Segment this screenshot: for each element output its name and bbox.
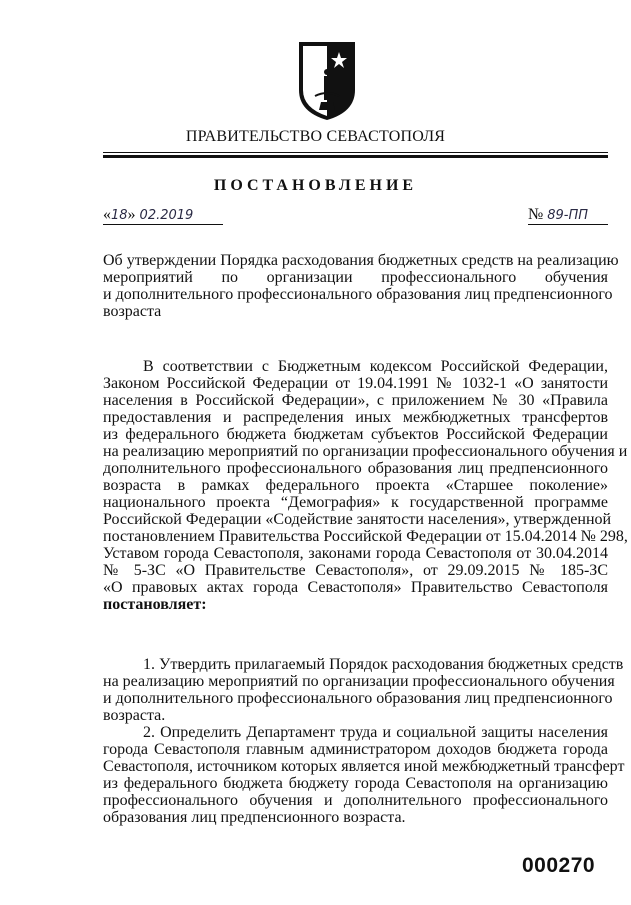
number-sign: №: [528, 206, 544, 223]
page-code: 000270: [522, 854, 596, 877]
preamble-verb: постановляет:: [103, 596, 207, 613]
item-line: из федерального бюджета бюджету города Севастополя на организацию: [103, 775, 608, 792]
preamble-line: В соответствии с Бюджетным кодексом Российской Федерации,: [143, 358, 608, 375]
item-line: 2. Определить Департамент труда и социальной защиты населения: [143, 724, 608, 741]
subject-line: Об утверждении Порядка расходования бюджетных средств на реализацию: [103, 252, 619, 269]
coat-of-arms-icon: [293, 40, 361, 122]
subject-line: возраста: [103, 303, 162, 320]
header-divider-thick: [103, 155, 608, 158]
item-line: и дополнительного профессионального образования лиц предпенсионного: [103, 690, 613, 707]
preamble-line: населения в Российской Федерации», с приложением № 30 «Правила: [103, 392, 608, 409]
preamble-line: национального проекта “Демография» к государственной программе: [103, 494, 608, 511]
preamble-line: возраста в рамках федерального проекта «Старшее поколение»: [103, 477, 608, 494]
date-close-quote: »: [127, 206, 136, 223]
item-line: возраста.: [103, 707, 166, 724]
item-1: [103, 656, 624, 724]
item-2: [103, 724, 625, 826]
item-line: на реализацию мероприятий по организации профессионального обучения: [103, 673, 615, 690]
header-divider-thin: [103, 152, 608, 153]
preamble-line: предоставления и распределения иных межбюджетных трансфертов: [103, 409, 608, 426]
document-type: ПОСТАНОВЛЕНИЕ: [213, 177, 418, 194]
date-open-quote: «: [103, 206, 111, 223]
organization-title: ПРАВИТЕЛЬСТВО СЕВАСТОПОЛЯ: [185, 128, 446, 145]
preamble-line: № 5-ЗС «О Правительстве Севастополя», от 29.09.2015 № 185-ЗС: [103, 562, 608, 579]
document-number: [528, 206, 608, 225]
subject-line: мероприятий по организации профессионального обучения: [103, 269, 608, 286]
item-line: города Севастополя главным администратором доходов бюджета города: [103, 741, 608, 758]
date-month-year: 02.2019: [139, 208, 194, 223]
item-line: профессионального обучения и дополнительного профессионального: [103, 792, 608, 809]
date-day: 18: [111, 208, 128, 223]
preamble-line: Уставом города Севастополя, законами города Севастополя от 30.04.2014: [103, 545, 608, 562]
preamble-line: постановлением Правительства Российской Федерации от 15.04.2014 № 298,: [103, 528, 628, 545]
preamble-line: на реализацию мероприятий по организации профессионального обучения и: [103, 443, 628, 460]
preamble-line: Законом Российской Федерации от 19.04.1991 № 1032-1 «О занятости: [103, 375, 608, 392]
preamble-line: «О правовых актах города Севастополя» Правительство Севастополя: [103, 579, 608, 596]
preamble-line: дополнительного профессионального образования лиц предпенсионного: [103, 460, 608, 477]
item-line: 1. Утвердить прилагаемый Порядок расходования бюджетных средств: [143, 656, 624, 673]
item-line: образования лиц предпенсионного возраста.: [103, 809, 406, 826]
preamble-line: из федерального бюджета бюджетам субъектов Российской Федерации: [103, 426, 608, 443]
preamble-line: Российской Федерации «Содействие занятости населения», утвержденной: [103, 511, 612, 528]
subject-line: и дополнительного профессионального образования лиц предпенсионного: [103, 286, 613, 303]
item-line: Севастополя, источником которых является иной межбюджетный трансферт: [103, 758, 625, 775]
number-value: 89-ПП: [547, 208, 589, 223]
document-subject: [103, 252, 619, 320]
document-date: [103, 206, 223, 225]
preamble: [103, 358, 628, 613]
